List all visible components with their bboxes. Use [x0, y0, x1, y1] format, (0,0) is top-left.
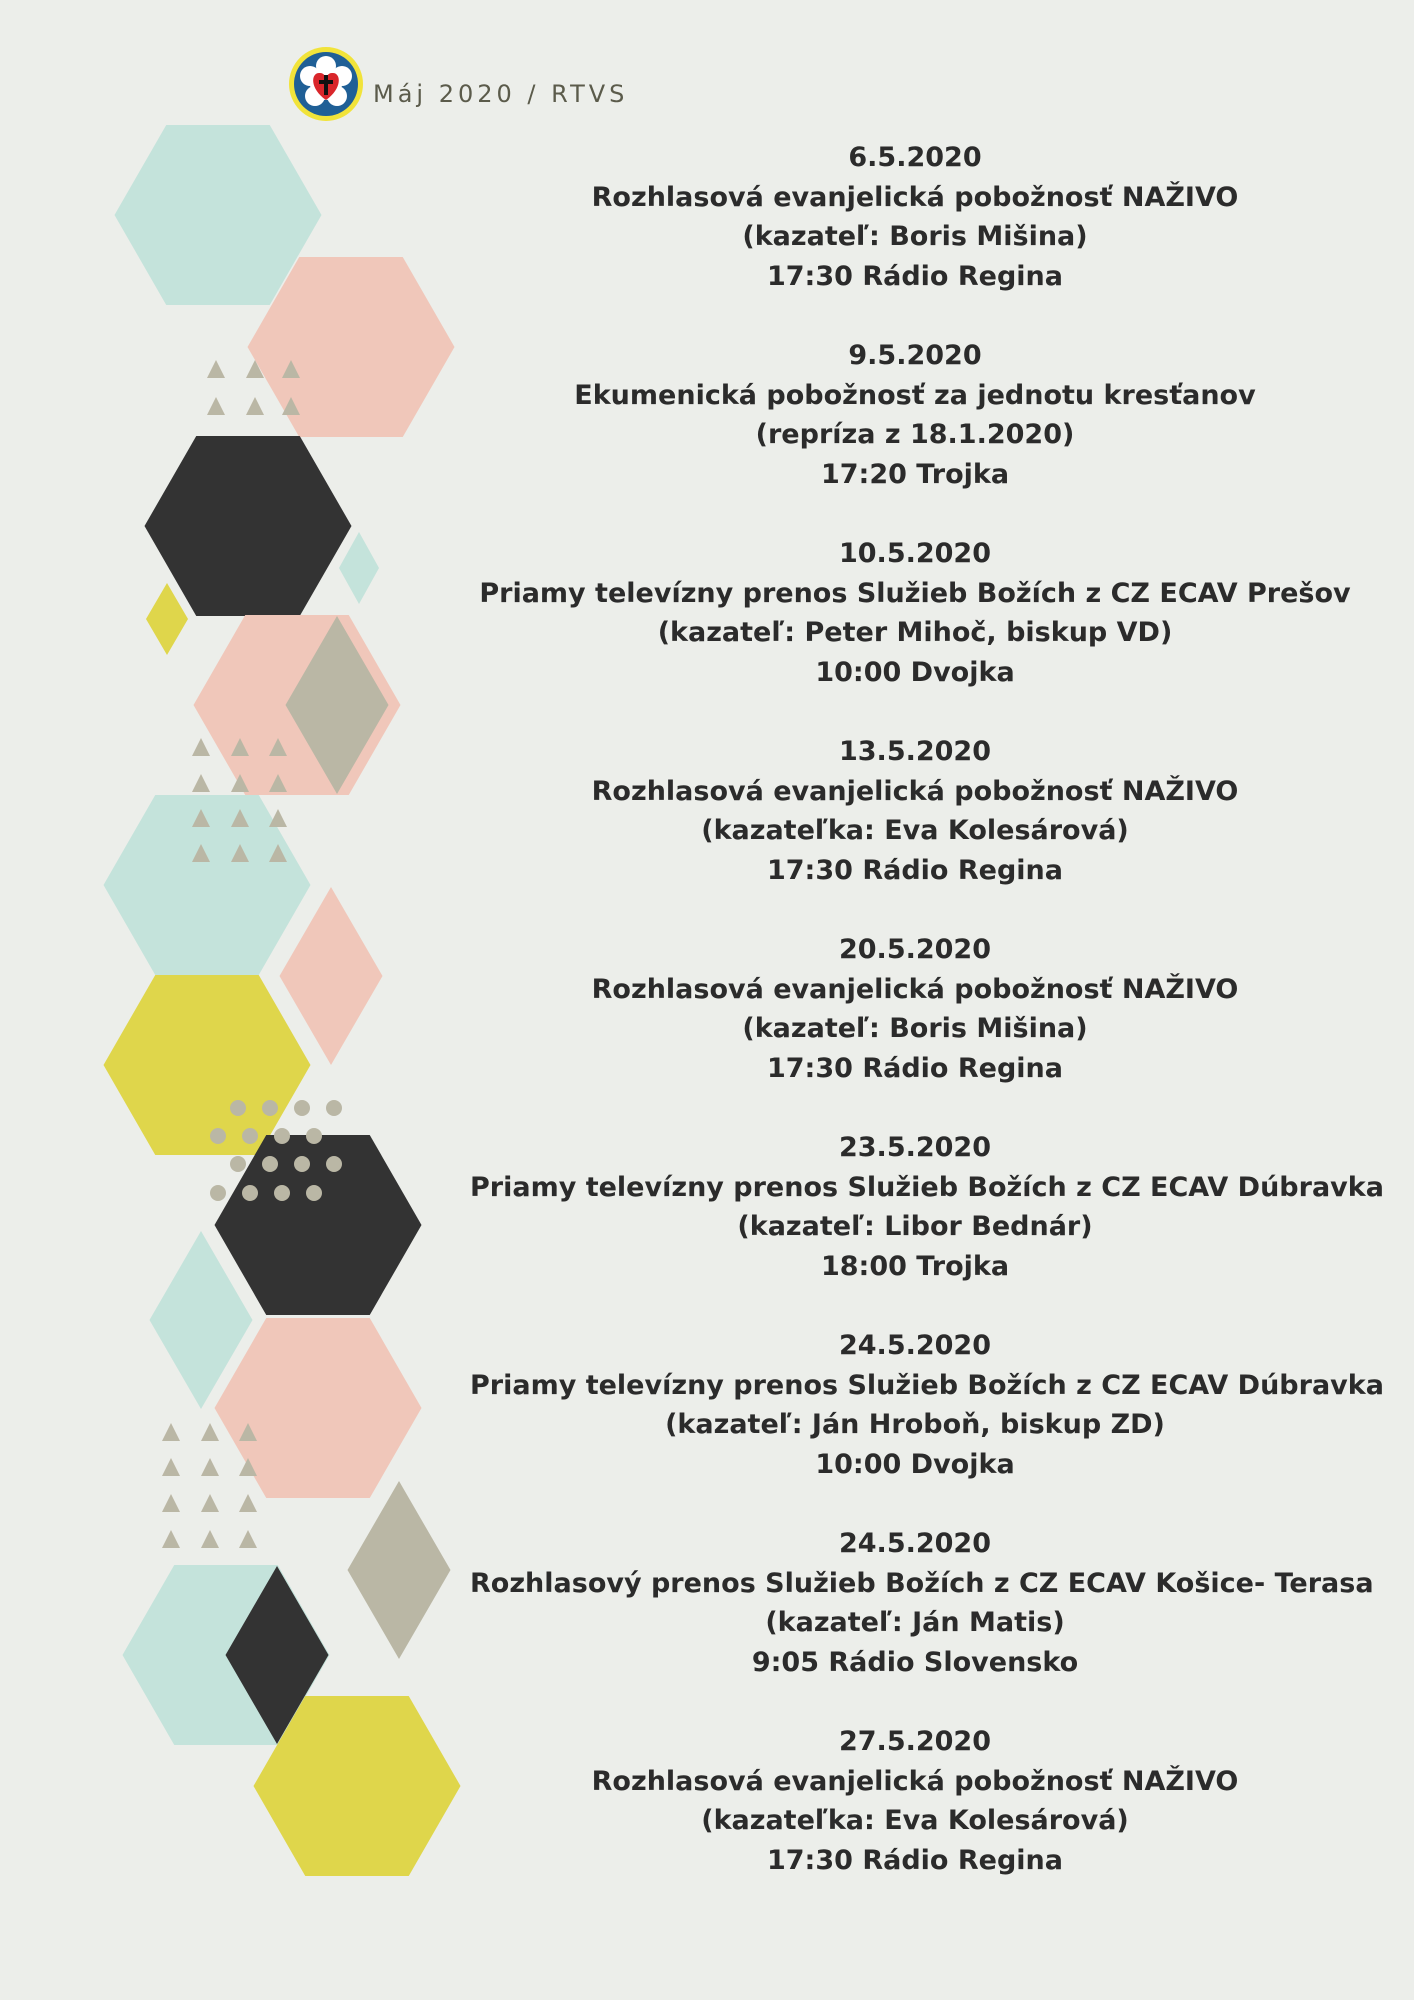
dot-shape [242, 1185, 258, 1201]
dot-shape [274, 1185, 290, 1201]
event-time: 17:30 Rádio Regina [766, 854, 1063, 886]
event-preacher: (kazateľ: Peter Mihoč, biskup VD) [657, 617, 1173, 648]
event-date: 20.5.2020 [838, 934, 992, 965]
dot-shape [210, 1128, 226, 1144]
event-date: 13.5.2020 [838, 736, 992, 767]
event-item [470, 930, 1360, 1088]
event-preacher: (kazateľ: Boris Mišina) [742, 221, 1088, 252]
event-title: Priamy televízny prenos Služieb Božích z CZ ECAV Dúbravka [470, 1171, 1384, 1203]
dot-shape [326, 1100, 342, 1116]
triangle-shape [192, 738, 210, 756]
event-title: Rozhlasová evanjelická pobožnosť NAŽIVO [591, 1765, 1239, 1797]
event-preacher: (kazateľka: Eva Kolesárová) [701, 815, 1129, 846]
dot-shape [262, 1156, 278, 1172]
event-preacher: (kazateľ: Libor Bednár) [737, 1211, 1093, 1242]
event-date: 6.5.2020 [848, 142, 982, 173]
header-title: Máj 2020 / RTVS [373, 80, 629, 108]
event-title: Ekumenická pobožnosť za jednotu kresťanov [574, 379, 1256, 411]
dot-shape [306, 1128, 322, 1144]
triangle-shape [246, 397, 264, 415]
event-date: 9.5.2020 [848, 340, 982, 371]
event-time: 17:20 Trojka [820, 458, 1010, 490]
hexagon-shape [145, 436, 352, 616]
event-time: 9:05 Rádio Slovensko [751, 1646, 1079, 1678]
triangle-shape [207, 397, 225, 415]
event-title: Rozhlasová evanjelická pobožnosť NAŽIVO [591, 973, 1239, 1005]
event-schedule [470, 138, 1384, 1920]
event-item [470, 1128, 1384, 1286]
event-time: 17:30 Rádio Regina [766, 1052, 1063, 1084]
event-title: Priamy televízny prenos Služieb Božích z CZ ECAV Dúbravka [470, 1369, 1384, 1401]
dot-shape [326, 1156, 342, 1172]
event-item [470, 1722, 1360, 1880]
dot-shape [210, 1185, 226, 1201]
event-time: 17:30 Rádio Regina [766, 1844, 1063, 1876]
event-date: 24.5.2020 [838, 1528, 992, 1559]
dot-shape [242, 1128, 258, 1144]
diamond-shape [339, 532, 379, 604]
triangle-shape [201, 1423, 219, 1441]
event-preacher: (kazateľ: Ján Matis) [765, 1607, 1065, 1638]
hexagon-shape [104, 975, 311, 1155]
triangle-shape [162, 1530, 180, 1548]
luther-rose-logo [287, 45, 365, 123]
dot-shape [262, 1100, 278, 1116]
triangle-shape [207, 360, 225, 378]
event-date: 23.5.2020 [838, 1132, 992, 1163]
event-item [470, 1524, 1374, 1682]
triangle-shape [201, 1494, 219, 1512]
diamond-shape [146, 583, 188, 655]
event-title: Rozhlasová evanjelická pobožnosť NAŽIVO [591, 181, 1239, 213]
triangle-shape [239, 1530, 257, 1548]
diamond-shape [348, 1481, 451, 1659]
dot-shape [230, 1156, 246, 1172]
event-time: 10:00 Dvojka [815, 656, 1015, 688]
event-date: 10.5.2020 [838, 538, 992, 569]
event-item [470, 138, 1360, 296]
triangle-shape [162, 1494, 180, 1512]
event-preacher: (kazateľ: Ján Hroboň, biskup ZD) [665, 1409, 1165, 1440]
event-title: Priamy televízny prenos Služieb Božích z CZ ECAV Prešov [479, 577, 1351, 609]
dot-shape [294, 1100, 310, 1116]
event-time: 18:00 Trojka [820, 1250, 1010, 1282]
event-item [470, 336, 1360, 494]
event-title: Rozhlasový prenos Služieb Božích z CZ ECAV Košice- Terasa [470, 1567, 1374, 1599]
event-preacher: (kazateľ: Boris Mišina) [742, 1013, 1088, 1044]
event-time: 17:30 Rádio Regina [766, 260, 1063, 292]
dot-shape [294, 1156, 310, 1172]
dot-shape [274, 1128, 290, 1144]
event-item [470, 1326, 1384, 1484]
event-preacher: (kazateľka: Eva Kolesárová) [701, 1805, 1129, 1836]
event-date: 24.5.2020 [838, 1330, 992, 1361]
triangle-shape [162, 1458, 180, 1476]
triangle-shape [162, 1423, 180, 1441]
event-preacher: (repríza z 18.1.2020) [755, 419, 1075, 450]
event-time: 10:00 Dvojka [815, 1448, 1015, 1480]
event-item [470, 534, 1360, 692]
triangle-shape [201, 1530, 219, 1548]
dot-shape [306, 1185, 322, 1201]
triangle-shape [192, 774, 210, 792]
triangle-shape [239, 1494, 257, 1512]
event-title: Rozhlasová evanjelická pobožnosť NAŽIVO [591, 775, 1239, 807]
triangle-shape [201, 1458, 219, 1476]
event-date: 27.5.2020 [838, 1726, 992, 1757]
dot-shape [230, 1100, 246, 1116]
event-item [470, 732, 1360, 890]
